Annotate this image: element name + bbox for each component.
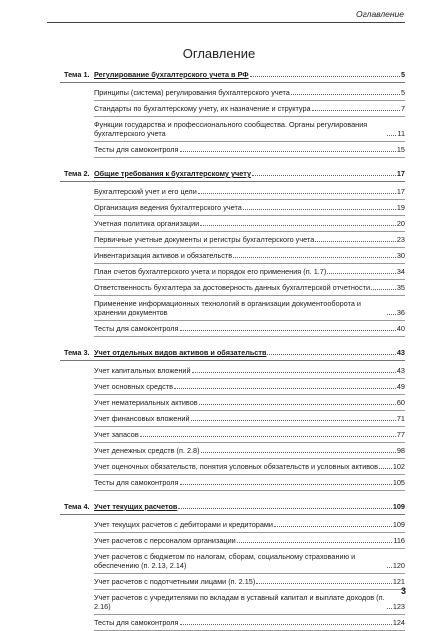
dot-leader	[192, 372, 396, 373]
dot-leader	[315, 241, 396, 242]
entry-page-number: 35	[396, 283, 405, 292]
section-page-number: 5	[400, 70, 405, 79]
entry-title: Принципы (система) регулирования бухгалтерского учета	[94, 88, 290, 97]
section-number: Тема 3.	[64, 348, 90, 357]
section-title-line	[94, 169, 405, 178]
entry-page-number: 15	[396, 145, 405, 154]
dot-leader	[180, 330, 396, 331]
dot-leader	[387, 567, 392, 568]
dot-leader	[387, 608, 392, 609]
section-spacer	[47, 158, 405, 169]
entry-page-number: 11	[397, 129, 405, 138]
table-of-contents	[47, 70, 405, 631]
section-rule	[60, 181, 405, 182]
entry-page-number: 105	[392, 478, 405, 487]
entry-title: Тесты для самоконтроля	[94, 324, 179, 333]
entry-title: Учет нематериальных активов	[94, 398, 198, 407]
entry-title: Учет текущих расчетов с дебиторами и кредиторами	[94, 520, 273, 529]
dot-leader	[379, 468, 392, 469]
entry-title: Учет запасов	[94, 430, 139, 439]
dot-leader	[201, 452, 396, 453]
section-title: Общие требования к бухгалтерскому учету	[94, 169, 252, 178]
toc-entry[interactable]	[94, 142, 405, 158]
toc-entry[interactable]	[94, 296, 405, 321]
toc-entry[interactable]	[94, 411, 405, 427]
dot-leader	[180, 151, 396, 152]
toc-entry[interactable]	[94, 459, 405, 475]
entry-title: Тесты для самоконтроля	[94, 618, 179, 627]
section-title-line	[94, 348, 405, 357]
entry-page-number: 60	[396, 398, 405, 407]
section-spacer	[47, 491, 405, 502]
toc-entry[interactable]	[94, 200, 405, 216]
section-number: Тема 2.	[64, 169, 90, 178]
section-title: Учет текущих расчетов	[94, 502, 178, 511]
entry-title: Функции государства и профессионального сообщества. Органы регулирования бухгалтерского учета	[94, 120, 368, 138]
dot-leader	[237, 542, 393, 543]
toc-entry[interactable]	[94, 363, 405, 379]
dot-leader	[250, 76, 400, 77]
entry-title: План счетов бухгалтерского учета и порядок его применения (п. 1.7)	[94, 267, 327, 276]
entry-title: Тесты для самоконтроля	[94, 145, 179, 154]
toc-section-heading[interactable]	[47, 169, 405, 182]
entry-page-number: 19	[396, 203, 405, 212]
entry-page-number: 23	[396, 235, 405, 244]
toc-entry[interactable]	[94, 232, 405, 248]
entry-page-number: 121	[392, 577, 405, 586]
entry-title: Организация ведения бухгалтерского учета	[94, 203, 242, 212]
section-rule	[60, 360, 405, 361]
entry-title: Бухгалтерский учет и его цели	[94, 187, 197, 196]
entry-title: Учет оценочных обязательств, понятия условных обязательств и условных активов	[94, 462, 378, 471]
entry-title: Инвентаризация активов и обязательств	[94, 251, 233, 260]
toc-section	[47, 70, 405, 169]
dot-leader	[178, 508, 391, 509]
toc-entry[interactable]	[94, 475, 405, 491]
toc-entry[interactable]	[94, 427, 405, 443]
dot-leader	[371, 289, 396, 290]
toc-entry[interactable]	[94, 379, 405, 395]
dot-leader	[140, 436, 396, 437]
entry-page-number: 120	[392, 561, 405, 570]
page-number: 3	[400, 586, 406, 596]
dot-leader	[274, 526, 392, 527]
toc-entry[interactable]	[94, 517, 405, 533]
toc-entry[interactable]	[94, 280, 405, 296]
toc-entry[interactable]	[94, 101, 405, 117]
dot-leader	[191, 420, 396, 421]
dot-leader	[387, 314, 396, 315]
section-page-number: 109	[392, 502, 405, 511]
entry-page-number: 43	[396, 366, 405, 375]
dot-leader	[267, 354, 395, 355]
toc-entry[interactable]	[94, 533, 405, 549]
entry-page-number: 30	[396, 251, 405, 260]
entry-page-number: 40	[396, 324, 405, 333]
header-rule	[47, 22, 405, 23]
section-title: Регулирование бухгалтерского учета в РФ	[94, 70, 249, 79]
toc-entry[interactable]	[94, 117, 405, 142]
dot-leader	[180, 624, 392, 625]
section-title: Учет отдельных видов активов и обязательств	[94, 348, 267, 357]
toc-entry[interactable]	[94, 443, 405, 459]
entry-page-number: 116	[393, 536, 405, 545]
dot-leader	[174, 388, 396, 389]
entry-title: Учет расчетов с бюджетом по налогам, сборам, социальному страхованию и обеспечению (п. 2.13, 2.14)	[94, 552, 356, 570]
toc-section	[47, 348, 405, 502]
entry-title: Учет финансовых вложений	[94, 414, 190, 423]
toc-entry[interactable]	[94, 264, 405, 280]
entry-title: Стандарты по бухгалтерскому учету, их назначение и структура	[94, 104, 311, 113]
entry-title: Учет расчетов с персоналом организации	[94, 536, 236, 545]
toc-entry[interactable]	[94, 321, 405, 337]
dot-leader	[291, 94, 400, 95]
toc-section-heading[interactable]	[47, 502, 405, 515]
entry-page-number: 7	[400, 104, 405, 113]
entry-title: Учетная политика организации	[94, 219, 200, 228]
entry-page-number: 77	[396, 430, 405, 439]
entry-page-number: 5	[400, 88, 405, 97]
dot-leader	[198, 193, 396, 194]
section-number: Тема 4.	[64, 502, 90, 511]
entry-page-number: 71	[396, 414, 405, 423]
toc-section-heading[interactable]	[47, 348, 405, 361]
toc-entry[interactable]	[94, 248, 405, 264]
dot-leader	[312, 110, 400, 111]
toc-entry[interactable]	[94, 85, 405, 101]
toc-section-heading[interactable]	[47, 70, 405, 83]
section-number: Тема 1.	[64, 70, 90, 79]
toc-entry[interactable]	[94, 395, 405, 411]
dot-leader	[233, 257, 396, 258]
section-title-line	[94, 502, 405, 511]
entry-page-number: 49	[396, 382, 405, 391]
entry-page-number: 17	[396, 187, 405, 196]
dot-leader	[256, 583, 392, 584]
toc-entry[interactable]	[94, 216, 405, 232]
entry-page-number: 36	[396, 308, 405, 317]
section-page-number: 43	[396, 348, 405, 357]
dot-leader	[243, 209, 396, 210]
section-rule	[60, 514, 405, 515]
dot-leader	[387, 135, 396, 136]
dot-leader	[252, 175, 396, 176]
entry-page-number: 98	[396, 446, 405, 455]
dot-leader	[180, 484, 392, 485]
section-page-number: 17	[396, 169, 405, 178]
entry-title: Учет расчетов с подотчетными лицами (п. 2.15)	[94, 577, 256, 586]
dot-leader	[199, 404, 396, 405]
section-rule	[60, 82, 405, 83]
entry-page-number: 20	[396, 219, 405, 228]
running-header: Оглавление	[355, 9, 404, 19]
dot-leader	[327, 273, 396, 274]
entry-page-number: 124	[392, 618, 405, 627]
entry-title: Учет расчетов с учредителями по вкладам в уставный капитал и выплате доходов (п. 2.16)	[94, 593, 385, 611]
entry-title: Учет основных средств	[94, 382, 173, 391]
toc-entry[interactable]	[94, 184, 405, 200]
toc-section	[47, 502, 405, 631]
entry-title: Ответственность бухгалтера за достоверность данных бухгалтерской отчетности	[94, 283, 371, 292]
toc-entry[interactable]	[94, 615, 405, 631]
entry-page-number: 34	[396, 267, 405, 276]
toc-entry[interactable]	[94, 549, 405, 574]
entry-page-number: 102	[392, 462, 405, 471]
section-spacer	[47, 337, 405, 348]
entry-page-number: 123	[392, 602, 405, 611]
entry-title: Первичные учетные документы и регистры бухгалтерского учета	[94, 235, 315, 244]
entry-title: Учет денежных средств (п. 2.8)	[94, 446, 200, 455]
toc-section	[47, 169, 405, 348]
page-title: Оглавление	[182, 46, 256, 61]
section-title-line	[94, 70, 405, 79]
entry-title: Учет капитальных вложений	[94, 366, 191, 375]
dot-leader	[200, 225, 396, 226]
entry-title: Применение информационных технологий в организации документооборота и хранении документов	[94, 299, 361, 317]
entry-page-number: 109	[392, 520, 405, 529]
entry-title: Тесты для самоконтроля	[94, 478, 179, 487]
